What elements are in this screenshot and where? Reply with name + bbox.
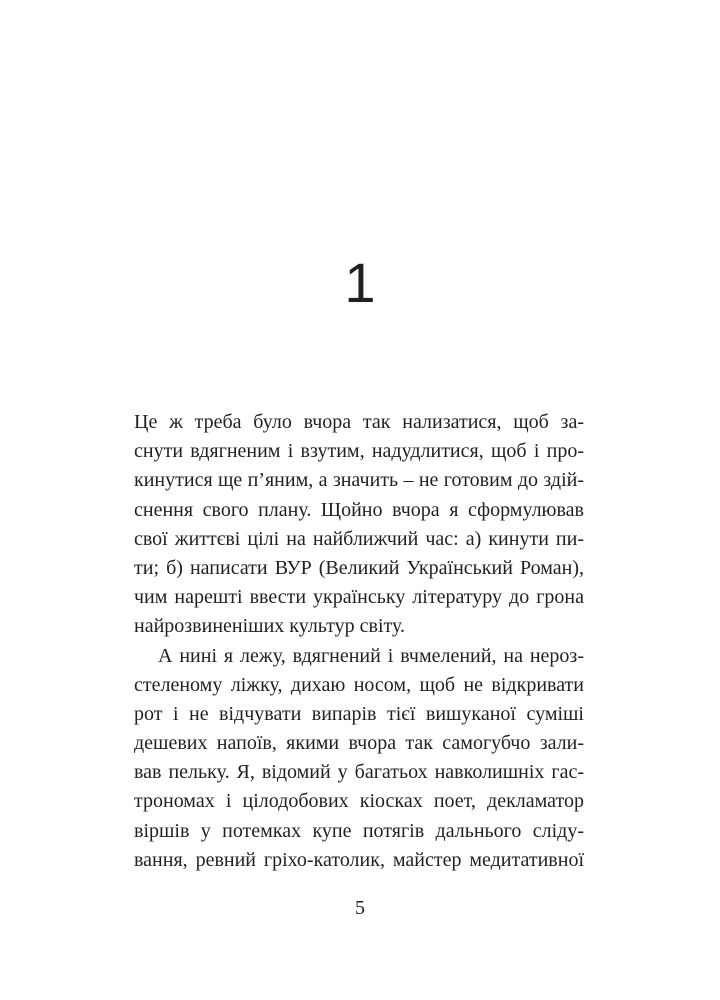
text-line: кинутися ще п’яним, а значить – не готовим до здій- — [134, 469, 584, 492]
text-line: Це ж треба було вчора так нализатися, щоб за- — [134, 411, 584, 433]
text-line: трономах і цілодобових кіосках поет, декламатор — [134, 790, 584, 813]
text-line: свої життєві цілі на найближчий час: а) кинути пи- — [134, 527, 584, 550]
text-line: чим нарешті ввести українську літературу до грона — [134, 586, 584, 609]
paragraph-2 — [134, 642, 584, 876]
paragraph-1 — [134, 408, 584, 642]
text-line: А нині я лежу, вдягнений і вчмелений, на нероз- — [158, 644, 584, 667]
text-line: дешевих напоїв, якими вчора так самогубчо зали- — [134, 732, 584, 755]
body-text — [134, 408, 584, 875]
text-line: снення свого плану. Щойно вчора я сформулював — [134, 498, 584, 521]
text-line: вання, ревний гріхо-католик, майстер медитативної — [134, 848, 584, 871]
text-line: ти; б) написати ВУР (Великий Український Роман), — [134, 556, 584, 579]
text-line: віршів у потемках купе потягів дальнього сліду- — [134, 819, 584, 842]
text-line: стеленому ліжку, дихаю носом, щоб не відкривати — [134, 673, 584, 696]
text-line: найрозвиненіших культур світу. — [134, 615, 405, 638]
text-line: рот і не відчувати випарів тієї вишуканої суміші — [134, 702, 584, 725]
page-number: 5 — [355, 897, 365, 919]
text-line: вав пельку. Я, відомий у багатьох навколишніх гас- — [134, 761, 584, 784]
chapter-number: 1 — [344, 251, 376, 314]
text-line: снути вдягненим і взутим, надудлитися, щоб і про- — [134, 440, 584, 463]
